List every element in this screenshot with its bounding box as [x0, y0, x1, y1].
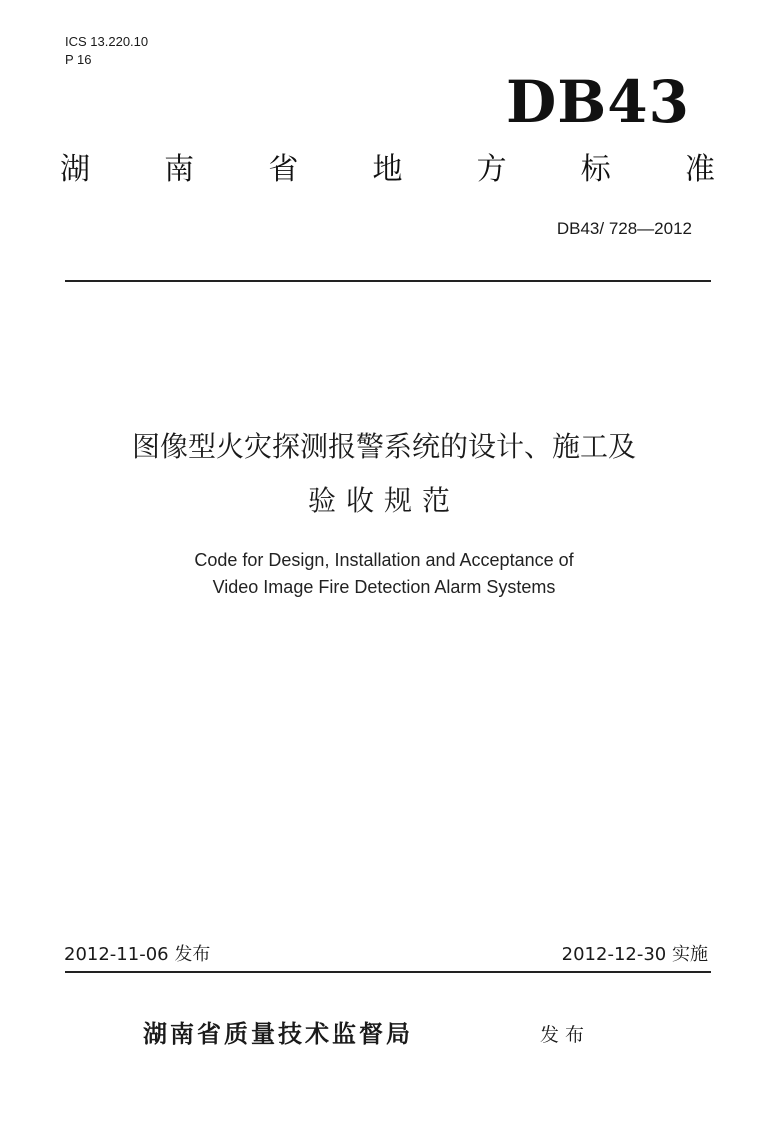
title-char: 方 — [476, 152, 507, 187]
top-divider — [65, 280, 711, 282]
english-title-line2: Video Image Fire Detection Alarm Systems — [212, 577, 556, 597]
p-code: P 16 — [65, 52, 92, 67]
db-code: DB43 — [505, 68, 690, 136]
title-char: 准 — [684, 152, 715, 187]
issuing-authority: 湖南省质量技术监督局 — [143, 1020, 413, 1048]
title-char: 湖 — [60, 152, 90, 187]
bottom-divider — [65, 971, 711, 973]
chinese-title-line2: 验收规范 — [307, 484, 460, 517]
title-char: 南 — [164, 152, 195, 187]
chinese-title-line1: 图像型火灾探测报警系统的设计、施工及 — [131, 430, 636, 463]
issue-label: 发布 — [540, 1024, 591, 1046]
effective-date: 2012-12-30 实施 — [561, 944, 708, 965]
title-char: 省 — [268, 152, 299, 187]
standard-type-title — [60, 152, 715, 188]
title-char: 地 — [372, 152, 403, 187]
english-title-line1: Code for Design, Installation and Acceptance of — [194, 550, 574, 570]
release-date: 2012-11-06 发布 — [64, 944, 211, 965]
ics-code: ICS 13.220.10 — [65, 34, 149, 49]
standard-number: DB43/ 728—2012 — [556, 219, 692, 238]
title-char: 标 — [580, 152, 611, 187]
